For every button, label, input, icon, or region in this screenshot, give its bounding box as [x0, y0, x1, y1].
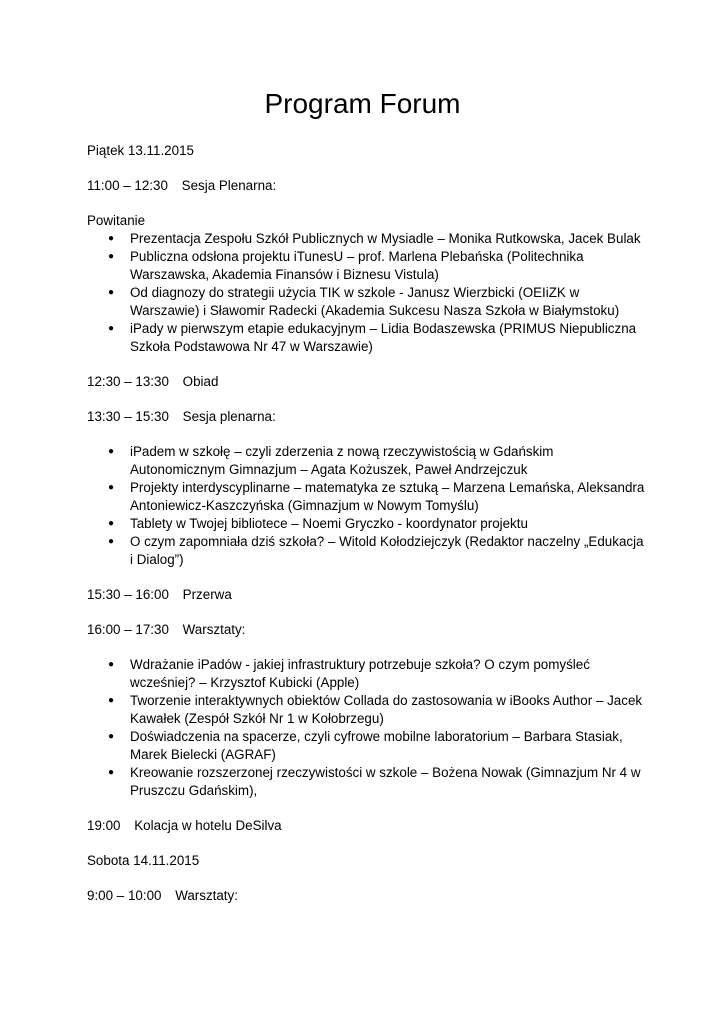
session-time: 16:00 – 17:30: [87, 622, 169, 637]
plenary-1-list: [87, 230, 647, 356]
session-time: 13:30 – 15:30: [87, 409, 169, 424]
list-item: ● Doświadczenia na spacerze, czyli cyfrowe mobilne laboratorium – Barbara Stasiak, Marek Bielecki (AGRAF): [87, 728, 647, 764]
list-item: ● O czym zapomniała dziś szkoła? – Witold Kołodziejczyk (Redaktor naczelny „Edukacja i Dialog”): [87, 533, 647, 569]
list-item: ● Publiczna odsłona projektu iTunesU – prof. Marlena Plebańska (Politechnika Warszawska, Akademia Finansów i Biznesu Vistula): [87, 248, 647, 284]
page-title: Program Forum: [264, 88, 461, 119]
session-plenary-1: [87, 177, 647, 195]
session-label: Kolacja w hotelu DeSilva: [134, 818, 282, 833]
program-content: [87, 142, 647, 905]
session-label: Warsztaty:: [175, 888, 238, 903]
list-item: ● Tablety w Twojej bibliotece – Noemi Gryczko - koordynator projektu: [87, 515, 647, 533]
session-dinner: [87, 817, 647, 835]
list-item: ● iPady w pierwszym etapie edukacyjnym – Lidia Bodaszewska (PRIMUS Niepubliczna Szkoła Podstawowa Nr 47 w Warszawie): [87, 320, 647, 356]
session-break: [87, 586, 647, 604]
list-item: ● Kreowanie rozszerzonej rzeczywistości w szkole – Bożena Nowak (Gimnazjum Nr 4 w Pruszczu Gdańskim),: [87, 764, 647, 800]
session-time: 19:00: [87, 818, 121, 833]
session-label: Przerwa: [182, 587, 232, 602]
session-label: Obiad: [182, 374, 219, 389]
day2-heading: Sobota 14.11.2015: [87, 853, 200, 868]
session-time: 12:30 – 13:30: [87, 374, 169, 389]
session-workshops-1: [87, 621, 647, 639]
list-item: ● Od diagnozy do strategii użycia TIK w szkole - Janusz Wierzbicki (OEIiZK w Warszawie) i Sławomir Radecki (Akademia Sukcesu Nasza Szkoła w Białymstoku): [87, 284, 647, 320]
session-lunch: [87, 373, 647, 391]
session-label: Sesja Plenarna:: [181, 178, 277, 193]
list-item: ● Tworzenie interaktywnych obiektów Collada do zastosowania w iBooks Author – Jacek Kawałek (Zespół Szkół Nr 1 w Kołobrzegu): [87, 692, 647, 728]
plenary-2-list: [87, 443, 647, 569]
list-item: ● Wdrażanie iPadów - jakiej infrastruktury potrzebuje szkoła? O czym pomyśleć wcześniej? – Krzysztof Kubicki (Apple): [87, 656, 647, 692]
session-plenary-2: [87, 408, 647, 426]
session-workshops-2: [87, 887, 647, 905]
list-item: ● Projekty interdyscyplinarne – matematyka ze sztuką – Marzena Lemańska, Aleksandra Antoniewicz-Kaszczyńska (Gimnazjum w Nowym Tomyślu): [87, 479, 647, 515]
welcome-label: Powitanie: [87, 213, 146, 228]
list-item: ● iPadem w szkołę – czyli zderzenia z nową rzeczywistością w Gdańskim Autonomicznym Gimnazjum – Agata Kożuszek, Paweł Andrzejczuk: [87, 443, 647, 479]
session-time: 15:30 – 16:00: [87, 587, 169, 602]
session-time: 9:00 – 10:00: [87, 888, 162, 903]
session-time: 11:00 – 12:30: [87, 178, 168, 193]
session-label: Warsztaty:: [182, 622, 246, 637]
list-item: ● Prezentacja Zespołu Szkół Publicznych w Mysiadle – Monika Rutkowska, Jacek Bulak: [87, 230, 647, 248]
session-label: Sesja plenarna:: [182, 409, 276, 424]
workshops-1-list: [87, 656, 647, 800]
day1-heading: Piątek 13.11.2015: [87, 143, 194, 158]
